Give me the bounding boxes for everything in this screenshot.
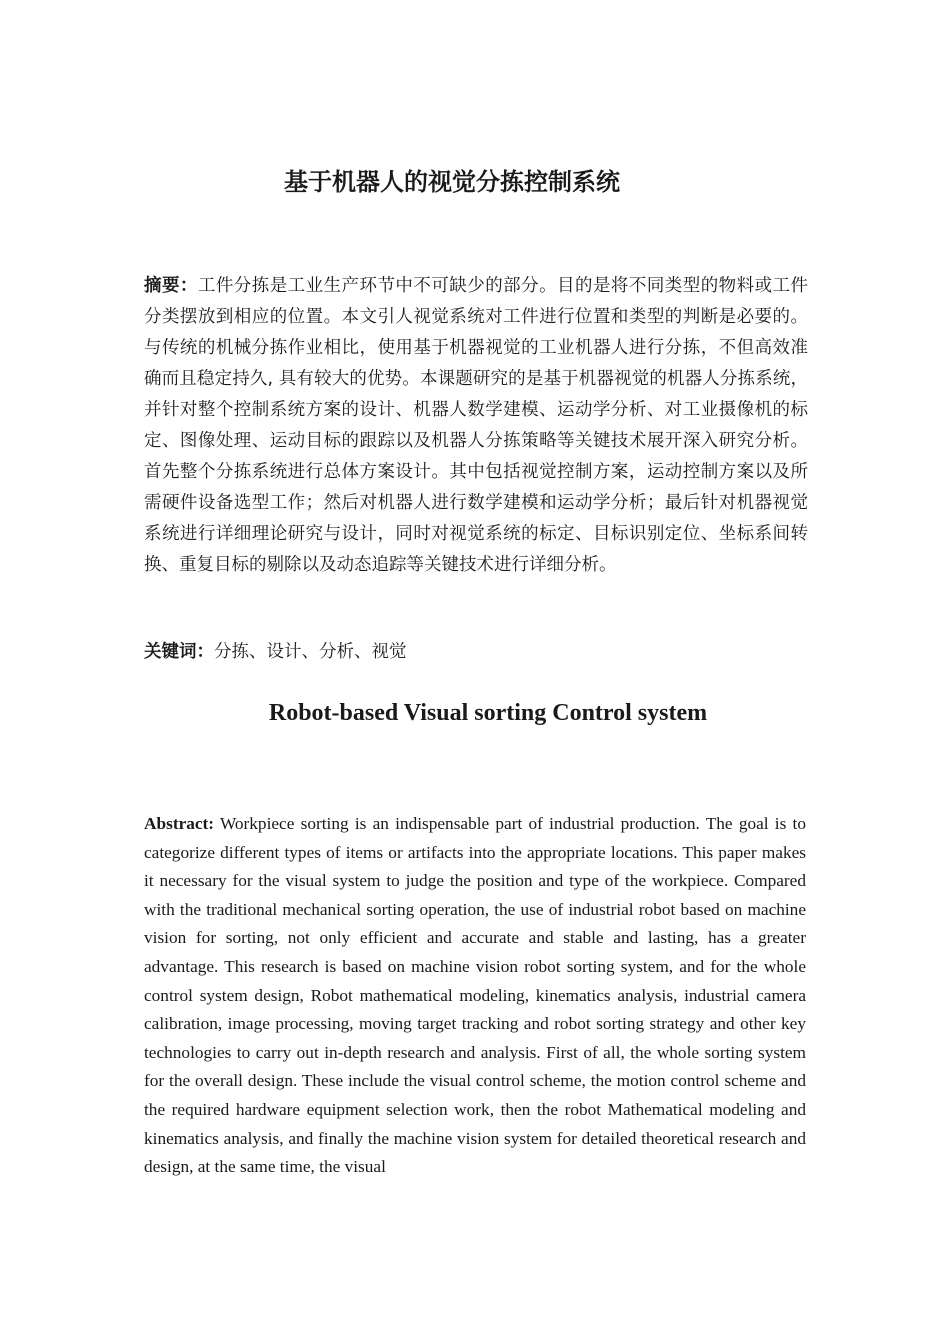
english-abstract-text: Workpiece sorting is an indispensable part of industrial production. The goal is to categorize different types of items or artifacts into the appropriate locations. This paper makes it necessary for the visual system to judge the position and type of the workpiece. Compared with the traditional mechanical sorting operation, the use of industrial robot based on machine vision for sorting, not only efficient and accurate and stable and lasting, has a greater advantage. This research is based on machine vision robot sorting system, and for the whole control system design, Robot mathematical modeling, kinematics analysis, industrial camera calibration, image processing, moving target tracking and robot sorting strategy and other key technologies to carry out in-depth research and analysis. First of all, the whole sorting system for the overall design. These include the visual control scheme, the motion control scheme and the required hardware equipment selection work, then the robot Mathematical modeling and kinematics analysis, and finally the machine vision system for detailed theoretical research and design, at the same time, the visual xyxy=(144,814,806,1177)
english-title: Robot-based Visual sorting Control system xyxy=(268,700,708,726)
chinese-keywords xyxy=(144,639,808,665)
chinese-title: 基于机器人的视觉分拣控制系统 xyxy=(284,168,620,196)
english-abstract xyxy=(144,810,806,1182)
chinese-keywords-text: 分拣、设计、分析、视觉 xyxy=(214,642,407,662)
chinese-abstract xyxy=(144,271,808,581)
chinese-keywords-label: 关键词： xyxy=(144,642,214,662)
chinese-abstract-label: 摘要： xyxy=(144,276,198,296)
chinese-abstract-text: 工件分拣是工业生产环节中不可缺少的部分。目的是将不同类型的物料或工件分类摆放到相应的位置。本文引人视觉系统对工件进行位置和类型的判断是必要的。与传统的机械分拣作业相比，使用基于机器视觉的工业机器人进行分拣，不但高效准确而且稳定持久, 具有较大的优势。本课题研究的是基于机器视觉的机器人分拣系统，并针对整个控制系统方案的设计、机器人数学建模、运动学分析、对工业摄像机的标定、图像处理、运动目标的跟踪以及机器人分拣策略等关键技术展开深入研究分析。首先整个分拣系统进行总体方案设计。其中包括视觉控制方案，运动控制方案以及所需硬件设备选型工作；然后对机器人进行数学建模和运动学分析；最后针对机器视觉系统进行详细理论研究与设计，同时对视觉系统的标定、目标识别定位、坐标系间转换、重复目标的剔除以及动态追踪等关键技术进行详细分析。 xyxy=(144,276,808,575)
english-abstract-label: Abstract: xyxy=(144,814,215,833)
